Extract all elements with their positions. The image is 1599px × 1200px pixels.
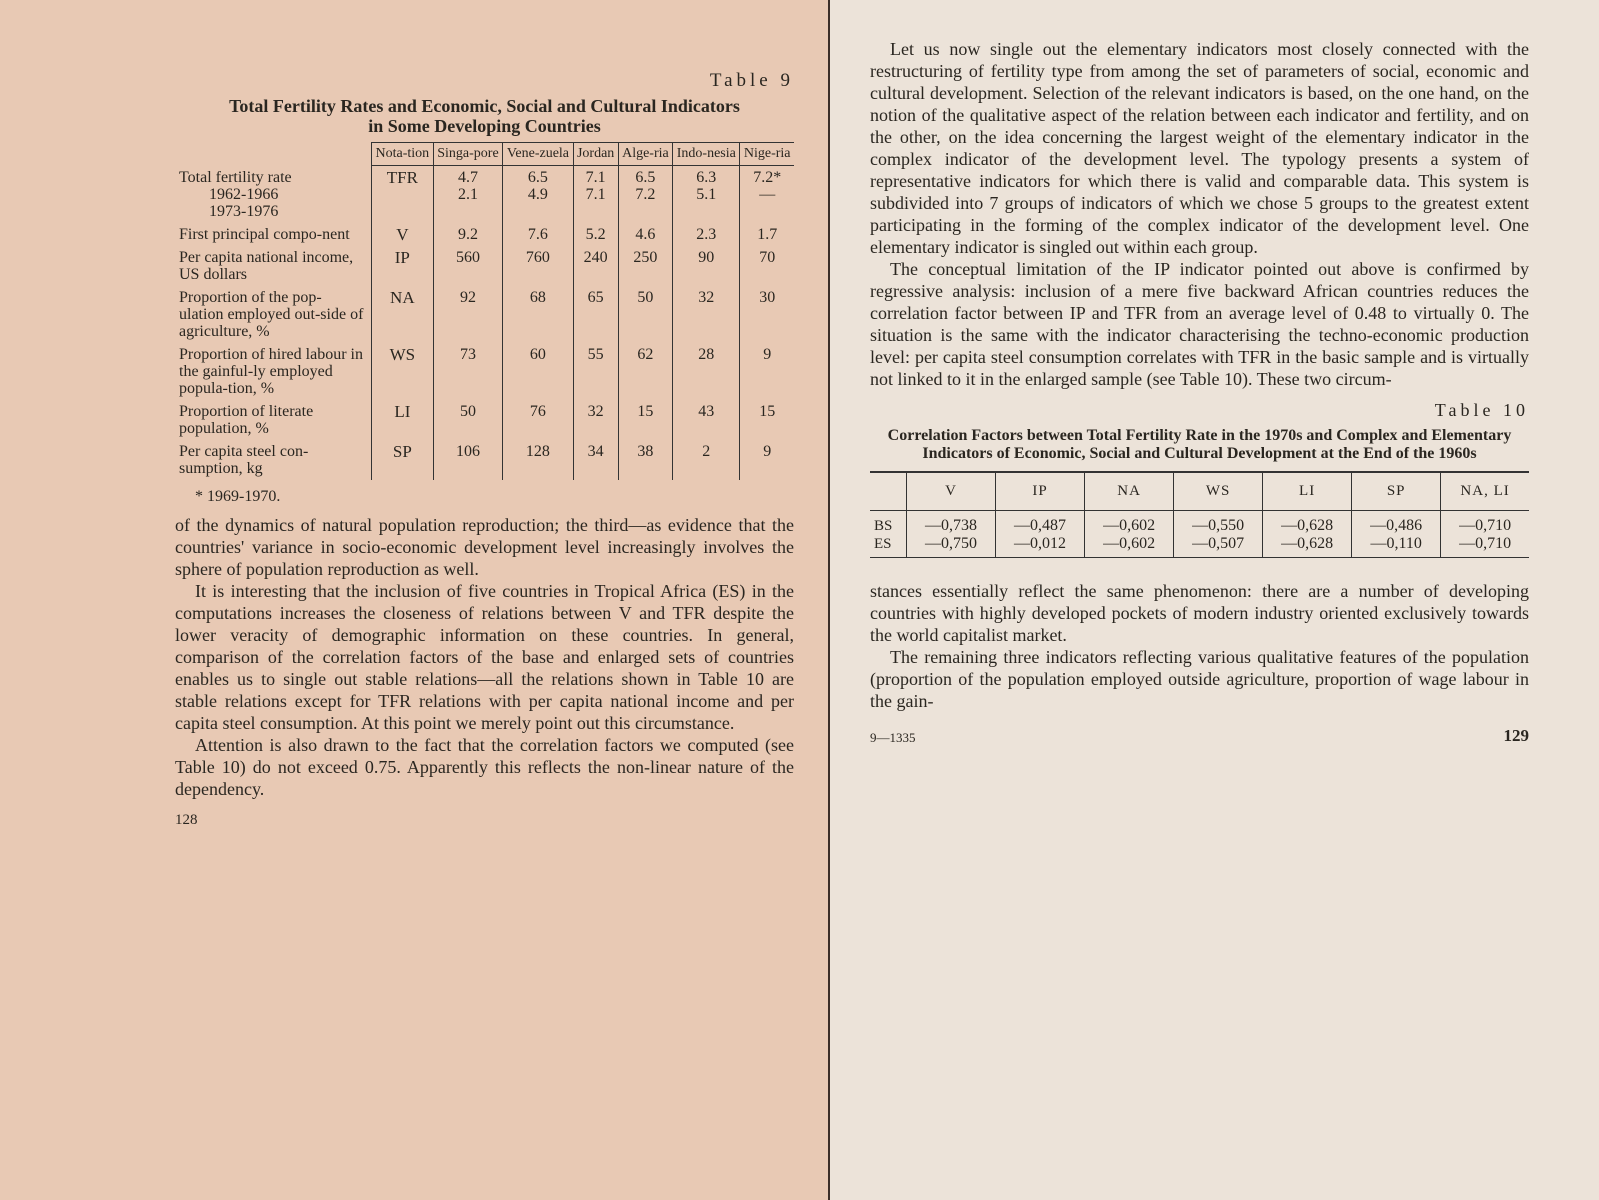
table10-header-row — [870, 472, 1529, 511]
table10-cell: —0,486 —0,110 — [1352, 511, 1441, 558]
table9-notation: WS — [372, 343, 434, 400]
indicator-period: 1973-1976 — [209, 202, 279, 220]
table10-cell: —0,602 —0,602 — [1085, 511, 1174, 558]
table10-header: LI — [1263, 472, 1352, 511]
table9-cell: 6.5 4.9 — [503, 166, 573, 223]
table9-cell: 560 — [433, 246, 503, 286]
table9-header-row — [175, 143, 794, 166]
table9 — [175, 142, 794, 480]
indicator-period: 1962-1966 — [209, 185, 279, 203]
table9-cell: 43 — [673, 400, 740, 440]
right-page-footer — [870, 726, 1529, 746]
table10-header: V — [907, 472, 996, 511]
table9-cell: 32 — [573, 400, 618, 440]
table9-notation: TFR — [372, 166, 434, 223]
table9-notation: V — [372, 223, 434, 246]
table9-row — [175, 440, 794, 480]
table10-header: NA, LI — [1441, 472, 1529, 511]
table9-title-line1: Total Fertility Rates and Economic, Social and Cultural Indicators — [229, 96, 740, 116]
table9-cell: 1.7 — [740, 223, 794, 246]
table9-cell: 15 — [740, 400, 794, 440]
table9-cell: 30 — [740, 286, 794, 343]
table9-header: Nige-ria — [740, 143, 794, 166]
table10-cell: —0,738 —0,750 — [907, 511, 996, 558]
table9-body — [175, 166, 794, 480]
table10-row-label: BS ES — [870, 511, 907, 558]
table9-cell: 55 — [573, 343, 618, 400]
table9-indicator — [175, 166, 372, 223]
left-paragraph-3: Attention is also drawn to the fact that the correlation factors we computed (see Table 10) do not exceed 0.75. Apparently this reflects the non-linear nature of the dependency. — [175, 734, 794, 799]
table10-header — [870, 472, 907, 511]
table9-cell: 106 — [433, 440, 503, 480]
right-paragraph-1: Let us now single out the elementary indicators most closely connected with the restructuring of fertility type from among the set of parameters of social, economic and cultural development. Selection of the relevant indicators is based, on the one hand, on the notion of the qualitative aspect of the relation between each indicator and fertility, and on the other, on the idea concerning the largest weight of the elementary indicator in the complex indicator of the development level. The typology presents a system of representative indicators for which there is valid and comparable data. This system is subdivided into 7 groups of indicators of which we chose 5 groups to the greatest extent participating in the forming of the complex indicator of the development level. One elementary indicator is singled out within each group. — [870, 39, 1529, 257]
table10-cell: —0,550 —0,507 — [1174, 511, 1263, 558]
table9-header: Singa-pore — [433, 143, 503, 166]
printer-signature: 9—1335 — [870, 730, 916, 745]
table9-cell: 90 — [673, 246, 740, 286]
table9-cell: 68 — [503, 286, 573, 343]
table9-cell: 5.2 — [573, 223, 618, 246]
table9-cell: 32 — [673, 286, 740, 343]
table10 — [870, 471, 1529, 558]
left-page-number: 128 — [175, 811, 198, 828]
table9-indicator — [175, 286, 372, 343]
table10-header: IP — [996, 472, 1085, 511]
table9-cell: 28 — [673, 343, 740, 400]
table9-row — [175, 246, 794, 286]
right-page-number: 129 — [1503, 726, 1529, 745]
table9-notation: SP — [372, 440, 434, 480]
table9-cell: 9 — [740, 343, 794, 400]
table9-cell: 6.3 5.1 — [673, 166, 740, 223]
table9-label: Table 9 — [709, 70, 794, 91]
table9-cell: 128 — [503, 440, 573, 480]
table9-row — [175, 343, 794, 400]
table9-indicator — [175, 223, 372, 246]
table9-cell: 70 — [740, 246, 794, 286]
table9-cell: 2 — [673, 440, 740, 480]
table9-cell: 250 — [618, 246, 673, 286]
table9-cell: 38 — [618, 440, 673, 480]
table9-header: Jordan — [573, 143, 618, 166]
table9-indicator — [175, 440, 372, 480]
table9-cell: 34 — [573, 440, 618, 480]
table9-notation: NA — [372, 286, 434, 343]
table9-header: Vene-zuela — [503, 143, 573, 166]
left-paragraph-1: of the dynamics of natural population reproduction; the third—as evidence that the countries' variance in socio-economic development level increasingly involves the sphere of population reproduction as well. — [175, 514, 794, 579]
table10-label: Table 10 — [1434, 400, 1529, 420]
table10-header: NA — [1085, 472, 1174, 511]
indicator-label: Total fertility rate — [179, 168, 292, 186]
table9-cell: 65 — [573, 286, 618, 343]
table9-cell: 6.5 7.2 — [618, 166, 673, 223]
indicator-label: Proportion of literate population, % — [179, 402, 314, 437]
table9-cell: 50 — [433, 400, 503, 440]
table9-indicator — [175, 246, 372, 286]
table10-body — [870, 511, 1529, 558]
indicator-label: Per capita national income, US dollars — [179, 248, 354, 283]
table9-cell: 92 — [433, 286, 503, 343]
indicator-label: Proportion of the pop-ulation employed out-side of agriculture, % — [179, 288, 364, 340]
indicator-label: Per capita steel con-sumption, kg — [179, 442, 309, 477]
table9-title-line2: in Some Developing Countries — [368, 116, 601, 136]
table10-header: SP — [1352, 472, 1441, 511]
table9-cell: 4.6 — [618, 223, 673, 246]
table9-cell: 76 — [503, 400, 573, 440]
table9-header: Nota-tion — [372, 143, 434, 166]
table10-row — [870, 511, 1529, 558]
right-paragraph-4: The remaining three indicators reflecting various qualitative features of the population (proportion of the population employed outside agriculture, proportion of wage labour in the gain- — [870, 647, 1529, 711]
table10-cell: —0,710 —0,710 — [1441, 511, 1529, 558]
right-paragraph-2: The conceptual limitation of the IP indicator pointed out above is confirmed by regressive analysis: inclusion of a mere five backward African countries reduces the correlation factor between IP and TFR from an average level of 0.48 to virtually 0. The situation is the same with the indicator characterising the techno-economic production level: per capita steel consumption correlates with TFR in the basic sample and is virtually not linked to it in the enlarged sample (see Table 10). These two circum- — [870, 259, 1529, 389]
table9-row — [175, 400, 794, 440]
table10-cell: —0,487 —0,012 — [996, 511, 1085, 558]
table9-row — [175, 223, 794, 246]
table9-title — [175, 96, 794, 136]
left-paragraph-2: It is interesting that the inclusion of five countries in Tropical Africa (ES) in the computations increases the closeness of relations between V and TFR despite the lower veracity of demographic information on these countries. In general, comparison of the correlation factors of the base and enlarged sets of countries enables us to single out stable relations—all the relations shown in Table 10 are stable relations except for TFR relations with per capita national income and per capita steel consumption. At this point we merely point out this circumstance. — [175, 580, 794, 733]
right-page — [830, 0, 1599, 1200]
table9-row — [175, 166, 794, 223]
table9-notation: IP — [372, 246, 434, 286]
table9-indicator — [175, 343, 372, 400]
table9-cell: 2.3 — [673, 223, 740, 246]
table9-cell: 4.7 2.1 — [433, 166, 503, 223]
table9-cell: 15 — [618, 400, 673, 440]
table9-cell: 7.6 — [503, 223, 573, 246]
table10-header: WS — [1174, 472, 1263, 511]
table9-cell: 7.2* — — [740, 166, 794, 223]
indicator-label: Proportion of hired labour in the gainful-ly employed popula-tion, % — [179, 345, 363, 397]
table9-cell: 7.1 7.1 — [573, 166, 618, 223]
table9-cell: 62 — [618, 343, 673, 400]
table9-header: Alge-ria — [618, 143, 673, 166]
table9-cell: 240 — [573, 246, 618, 286]
table9-cell: 9.2 — [433, 223, 503, 246]
table9-notation: LI — [372, 400, 434, 440]
table10-title: Correlation Factors between Total Fertility Rate in the 1970s and Complex and Elementary Indicators of Economic, Social and Cultural Development at the End of the 1960s — [887, 427, 1512, 462]
table10-cell: —0,628 —0,628 — [1263, 511, 1352, 558]
table9-cell: 760 — [503, 246, 573, 286]
table9-cell: 73 — [433, 343, 503, 400]
table9-cell: 50 — [618, 286, 673, 343]
right-paragraph-3: stances essentially reflect the same phenomenon: there are a number of developing countries with highly developed pockets of modern industry oriented exclusively towards the world capitalist market. — [870, 581, 1529, 645]
table9-header: Indo-nesia — [673, 143, 740, 166]
table9-indicator — [175, 400, 372, 440]
table9-footnote: * 1969-1970. — [195, 487, 281, 505]
table9-cell: 60 — [503, 343, 573, 400]
table9-cell: 9 — [740, 440, 794, 480]
indicator-label: First principal compo-nent — [179, 225, 350, 243]
table9-row — [175, 286, 794, 343]
